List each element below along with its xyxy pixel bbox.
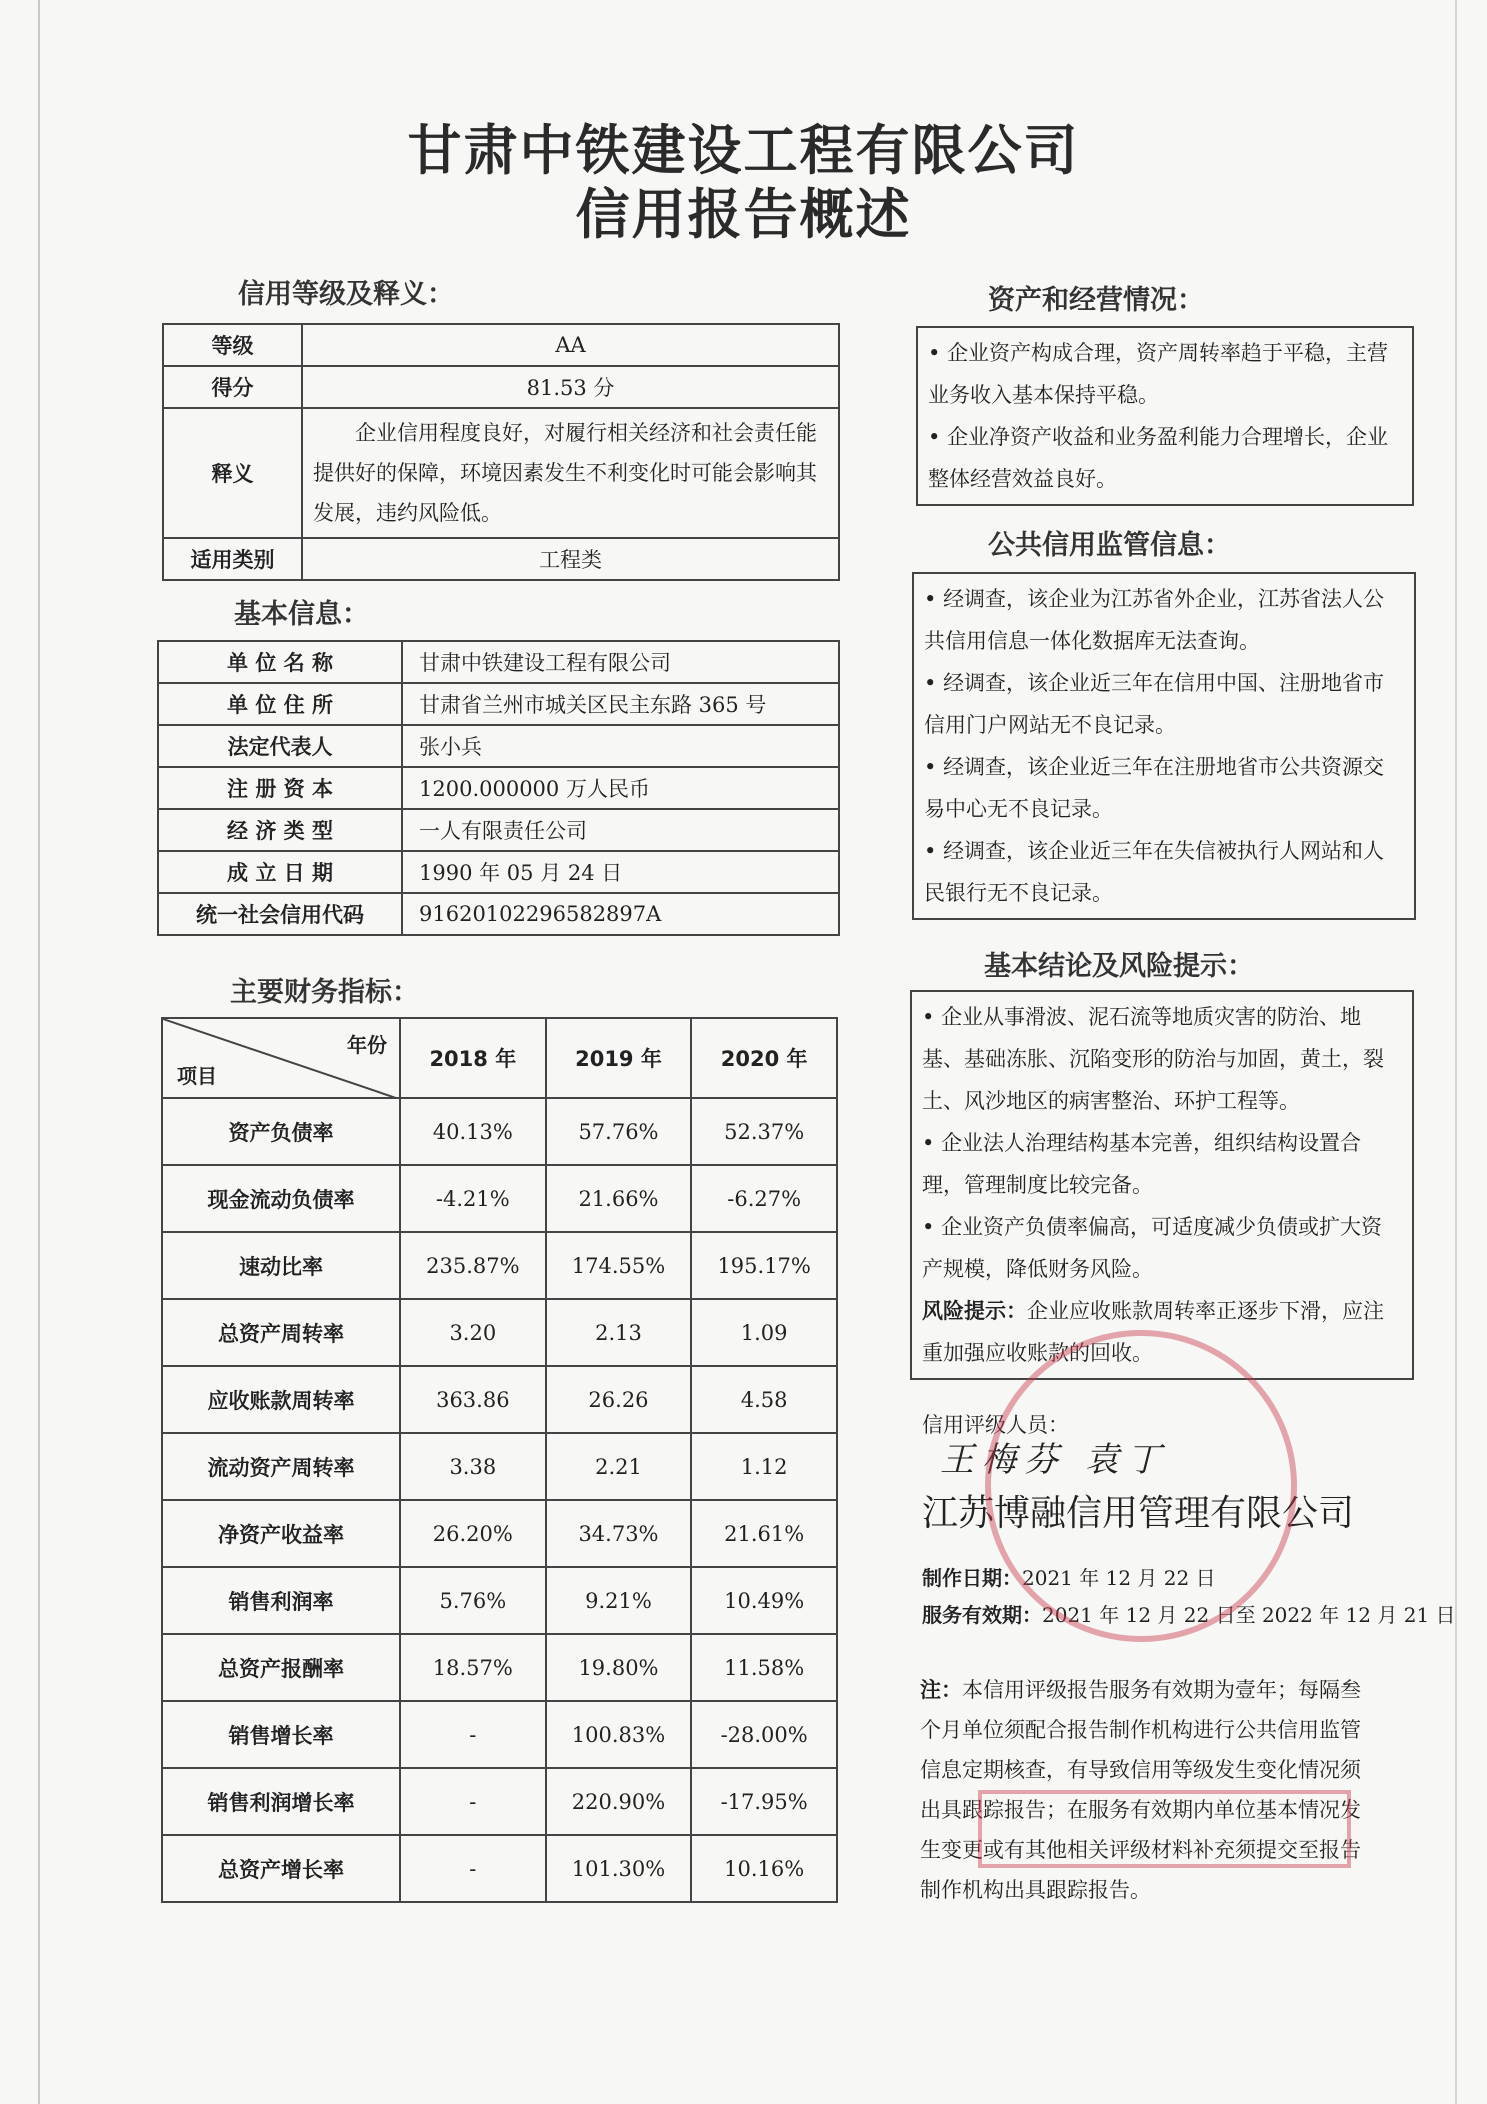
public-heading: 公共信用监管信息： <box>988 530 1231 561</box>
score-value: 81.53 分 <box>302 366 839 408</box>
finance-value: 34.73% <box>546 1500 692 1567</box>
finance-label: 总资产报酬率 <box>162 1634 400 1701</box>
finance-row <box>162 1567 837 1634</box>
finance-value: -6.27% <box>691 1165 837 1232</box>
report-seal <box>978 1790 1351 1868</box>
finance-value: 10.49% <box>691 1567 837 1634</box>
basic-value: 张小兵 <box>402 725 839 767</box>
company-seal <box>985 1330 1297 1642</box>
made-date: 2021 年 12 月 22 日 <box>1022 1566 1216 1590</box>
finance-value: 174.55% <box>546 1232 692 1299</box>
score-row <box>163 366 839 408</box>
category-label: 适用类别 <box>163 538 302 580</box>
conclusion-heading: 基本结论及风险提示： <box>984 951 1254 982</box>
definition-row <box>163 408 839 538</box>
grade-row <box>163 324 839 366</box>
finance-value: 4.58 <box>691 1366 837 1433</box>
company-title: 甘肃中铁建设工程有限公司 <box>407 118 1080 182</box>
note-label: 注： <box>920 1678 962 1702</box>
finance-row <box>162 1634 837 1701</box>
report-title: 信用报告概述 <box>575 182 912 246</box>
basic-label: 统一社会信用代码 <box>158 893 402 935</box>
basic-value: 1200.000000 万人民币 <box>402 767 839 809</box>
basic-heading: 基本信息： <box>234 599 369 630</box>
finance-value: 21.61% <box>691 1500 837 1567</box>
grade-label: 等级 <box>163 324 302 366</box>
basic-info-table <box>157 640 840 936</box>
year-header: 2018 年 <box>400 1018 546 1098</box>
finance-value: -17.95% <box>691 1768 837 1835</box>
finance-row <box>162 1299 837 1366</box>
finance-corner-cell <box>162 1018 400 1098</box>
corner-year-label: 年份 <box>347 1033 387 1057</box>
finance-label: 销售利润率 <box>162 1567 400 1634</box>
basic-row <box>158 725 839 767</box>
finance-value: - <box>400 1701 546 1768</box>
finance-value: 363.86 <box>400 1366 546 1433</box>
finance-row <box>162 1701 837 1768</box>
made-label: 制作日期： <box>922 1566 1022 1590</box>
basic-value: 1990 年 05 月 24 日 <box>402 851 839 893</box>
finance-header-row <box>162 1018 837 1098</box>
rater-signature: 王梅芬 袁丁 <box>940 1440 1169 1480</box>
finance-row <box>162 1165 837 1232</box>
finance-value: 26.26 <box>546 1366 692 1433</box>
finance-value: -28.00% <box>691 1701 837 1768</box>
finance-value: 100.83% <box>546 1701 692 1768</box>
public-item: • 经调查，该企业近三年在注册地省市公共资源交易中心无不良记录。 <box>924 746 1404 830</box>
finance-value: 1.12 <box>691 1433 837 1500</box>
public-item: • 经调查，该企业为江苏省外企业，江苏省法人公共信用信息一体化数据库无法查询。 <box>924 578 1404 662</box>
page-fold-line <box>38 0 40 2104</box>
basic-label: 单 位 名 称 <box>158 641 402 683</box>
risk-text: 企业应收账款周转率正逐步下滑，应注重加强应收账款的回收。 <box>922 1299 1384 1365</box>
basic-row <box>158 893 839 935</box>
finance-label: 总资产增长率 <box>162 1835 400 1902</box>
finance-row <box>162 1098 837 1165</box>
public-box <box>912 572 1416 920</box>
finance-value: 195.17% <box>691 1232 837 1299</box>
assets-item: • 企业资产构成合理，资产周转率趋于平稳，主营业务收入基本保持平稳。 <box>928 332 1402 416</box>
finance-label: 净资产收益率 <box>162 1500 400 1567</box>
basic-row <box>158 683 839 725</box>
finance-value: 52.37% <box>691 1098 837 1165</box>
basic-row <box>158 809 839 851</box>
assets-item: • 企业净资产收益和业务盈利能力合理增长，企业整体经营效益良好。 <box>928 416 1402 500</box>
conclusion-item: • 企业法人治理结构基本完善，组织结构设置合理，管理制度比较完备。 <box>922 1122 1402 1206</box>
finance-value: 57.76% <box>546 1098 692 1165</box>
finance-value: 3.20 <box>400 1299 546 1366</box>
finance-label: 速动比率 <box>162 1232 400 1299</box>
basic-label: 成 立 日 期 <box>158 851 402 893</box>
basic-label: 经 济 类 型 <box>158 809 402 851</box>
basic-row <box>158 641 839 683</box>
finance-value: 9.21% <box>546 1567 692 1634</box>
raters-label: 信用评级人员： <box>922 1413 1069 1437</box>
risk-label: 风险提示： <box>922 1299 1027 1323</box>
public-item: • 经调查，该企业近三年在失信被执行人网站和人民银行无不良记录。 <box>924 830 1404 914</box>
finance-value: - <box>400 1768 546 1835</box>
finance-value: 40.13% <box>400 1098 546 1165</box>
corner-item-label: 项目 <box>177 1064 217 1088</box>
finance-label: 应收账款周转率 <box>162 1366 400 1433</box>
finance-table <box>161 1017 838 1903</box>
year-header: 2020 年 <box>691 1018 837 1098</box>
finance-value: 5.76% <box>400 1567 546 1634</box>
finance-row <box>162 1500 837 1567</box>
finance-value: 101.30% <box>546 1835 692 1902</box>
finance-label: 销售利润增长率 <box>162 1768 400 1835</box>
definition-value: 企业信用程度良好，对履行相关经济和社会责任能提供好的保障，环境因素发生不利变化时可能会影响其发展，违约风险低。 <box>302 408 839 538</box>
finance-value: 220.90% <box>546 1768 692 1835</box>
finance-value: -4.21% <box>400 1165 546 1232</box>
valid-date: 2021 年 12 月 22 日至 2022 年 12 月 21 日 <box>1042 1603 1456 1627</box>
basic-label: 单 位 住 所 <box>158 683 402 725</box>
year-header: 2019 年 <box>546 1018 692 1098</box>
finance-label: 流动资产周转率 <box>162 1433 400 1500</box>
finance-heading: 主要财务指标： <box>230 977 419 1008</box>
basic-row <box>158 851 839 893</box>
page-edge-line <box>1455 0 1457 2104</box>
basic-value: 91620102296582897A <box>402 893 839 935</box>
finance-value: 3.38 <box>400 1433 546 1500</box>
finance-value: 2.21 <box>546 1433 692 1500</box>
basic-label: 法定代表人 <box>158 725 402 767</box>
basic-value: 甘肃省兰州市城关区民主东路 365 号 <box>402 683 839 725</box>
finance-row <box>162 1232 837 1299</box>
finance-value: 10.16% <box>691 1835 837 1902</box>
finance-row <box>162 1768 837 1835</box>
note-text: 本信用评级报告服务有效期为壹年；每隔叁个月单位须配合报告制作机构进行公共信用监管信息定期核查，有导致信用等级发生变化情况须出具跟踪报告；在服务有效期内单位基本情况发生变更或有其他相关评级材料补充须提交至报告制作机构出具跟踪报告。 <box>920 1678 1361 1902</box>
grade-heading: 信用等级及释义： <box>238 279 454 310</box>
category-value: 工程类 <box>302 538 839 580</box>
finance-value: 2.13 <box>546 1299 692 1366</box>
grade-value: AA <box>302 324 839 366</box>
basic-row <box>158 767 839 809</box>
definition-label: 释义 <box>163 408 302 538</box>
basic-value: 甘肃中铁建设工程有限公司 <box>402 641 839 683</box>
finance-value: 19.80% <box>546 1634 692 1701</box>
finance-value: 26.20% <box>400 1500 546 1567</box>
public-item: • 经调查，该企业近三年在信用中国、注册地省市信用门户网站无不良记录。 <box>924 662 1404 746</box>
finance-value: 235.87% <box>400 1232 546 1299</box>
finance-label: 销售增长率 <box>162 1701 400 1768</box>
basic-label: 注 册 资 本 <box>158 767 402 809</box>
score-label: 得分 <box>163 366 302 408</box>
conclusion-box <box>910 990 1414 1380</box>
finance-label: 资产负债率 <box>162 1098 400 1165</box>
basic-value: 一人有限责任公司 <box>402 809 839 851</box>
conclusion-item: • 企业资产负债率偏高，可适度减少负债或扩大资产规模，降低财务风险。 <box>922 1206 1402 1290</box>
category-row <box>163 538 839 580</box>
finance-label: 现金流动负债率 <box>162 1165 400 1232</box>
conclusion-item: • 企业从事滑波、泥石流等地质灾害的防治、地基、基础冻胀、沉陷变形的防治与加固，黄土，裂土、风沙地区的病害整治、环护工程等。 <box>922 996 1402 1122</box>
finance-value: 11.58% <box>691 1634 837 1701</box>
valid-label: 服务有效期： <box>922 1603 1042 1627</box>
agency-name: 江苏博融信用管理有限公司 <box>922 1493 1355 1534</box>
finance-value: 1.09 <box>691 1299 837 1366</box>
finance-row <box>162 1835 837 1902</box>
finance-row <box>162 1366 837 1433</box>
finance-value: 21.66% <box>546 1165 692 1232</box>
assets-heading: 资产和经营情况： <box>988 285 1204 316</box>
finance-row <box>162 1433 837 1500</box>
grade-table <box>162 323 840 581</box>
finance-value: 18.57% <box>400 1634 546 1701</box>
finance-label: 总资产周转率 <box>162 1299 400 1366</box>
finance-value: - <box>400 1835 546 1902</box>
assets-box <box>916 326 1414 506</box>
